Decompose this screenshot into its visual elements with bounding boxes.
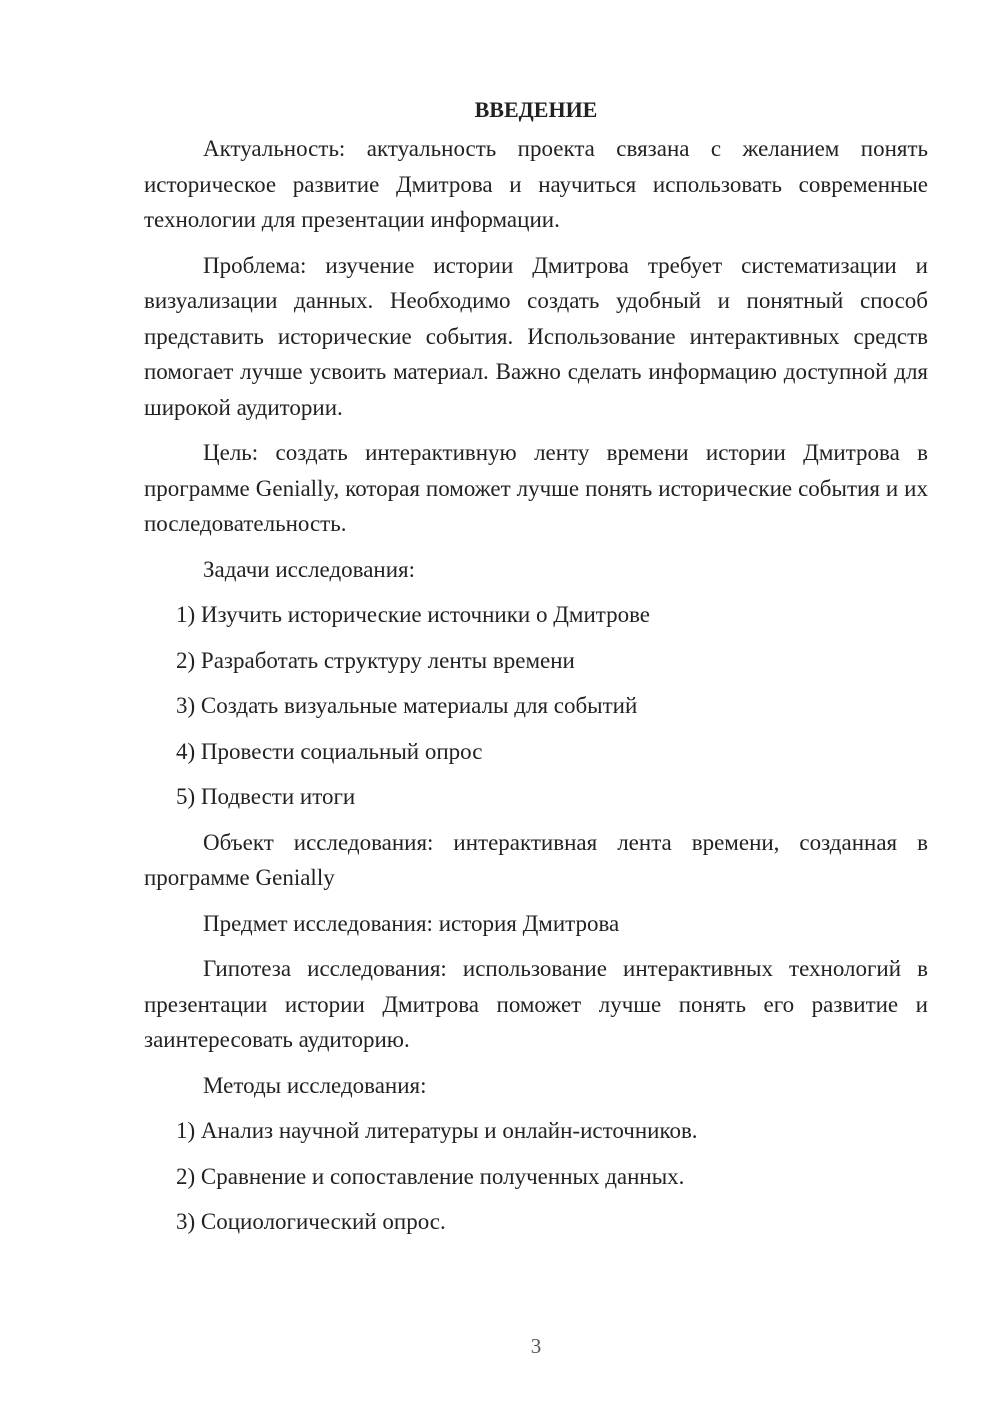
goal-paragraph: Цель: создать интерактивную ленту времени истории Дмитрова в программе Genially, которая поможет лучше понять исторические события и их последовательность. <box>144 440 928 536</box>
task-list-item: 1) Изучить исторические источники о Дмитрове <box>176 602 651 627</box>
object-paragraph: Объект исследования: интерактивная лента времени, созданная в программе Genially <box>144 829 928 890</box>
problem-paragraph: Проблема: изучение истории Дмитрова требует систематизации и визуализации данных. Необходимо создать удобный и понятный способ представить исторические события. Использование интерактивных средств помогает лучше усвоить материал. Важно сделать информацию доступной для широкой аудитории. <box>144 252 928 420</box>
methods-title: Методы исследования: <box>203 1072 427 1098</box>
section-heading: ВВЕДЕНИЕ <box>474 97 598 122</box>
page-number: 3 <box>530 1334 542 1358</box>
method-list-item: 3) Социологический опрос. <box>176 1209 446 1234</box>
page-content <box>144 92 928 1250</box>
method-list-item: 1) Анализ научной литературы и онлайн-источников. <box>176 1118 698 1143</box>
subject-paragraph: Предмет исследования: история Дмитрова <box>203 910 620 936</box>
task-list-item: 5) Подвести итоги <box>176 784 356 809</box>
task-list-item: 3) Создать визуальные материалы для событий <box>176 693 638 718</box>
hypothesis-paragraph: Гипотеза исследования: использование интерактивных технологий в презентации истории Дмитрова поможет лучше понять его развитие и заинтересовать аудиторию. <box>144 956 928 1052</box>
task-list-item: 2) Разработать структуру ленты времени <box>176 647 575 673</box>
task-list-item: 4) Провести социальный опрос <box>176 738 483 764</box>
relevance-paragraph: Актуальность: актуальность проекта связана с желанием понять историческое развитие Дмитрова и научиться использовать современные технологии для презентации информации. <box>144 136 928 232</box>
method-list-item: 2) Сравнение и сопоставление полученных данных. <box>176 1163 685 1189</box>
tasks-title: Задачи исследования: <box>203 556 416 582</box>
